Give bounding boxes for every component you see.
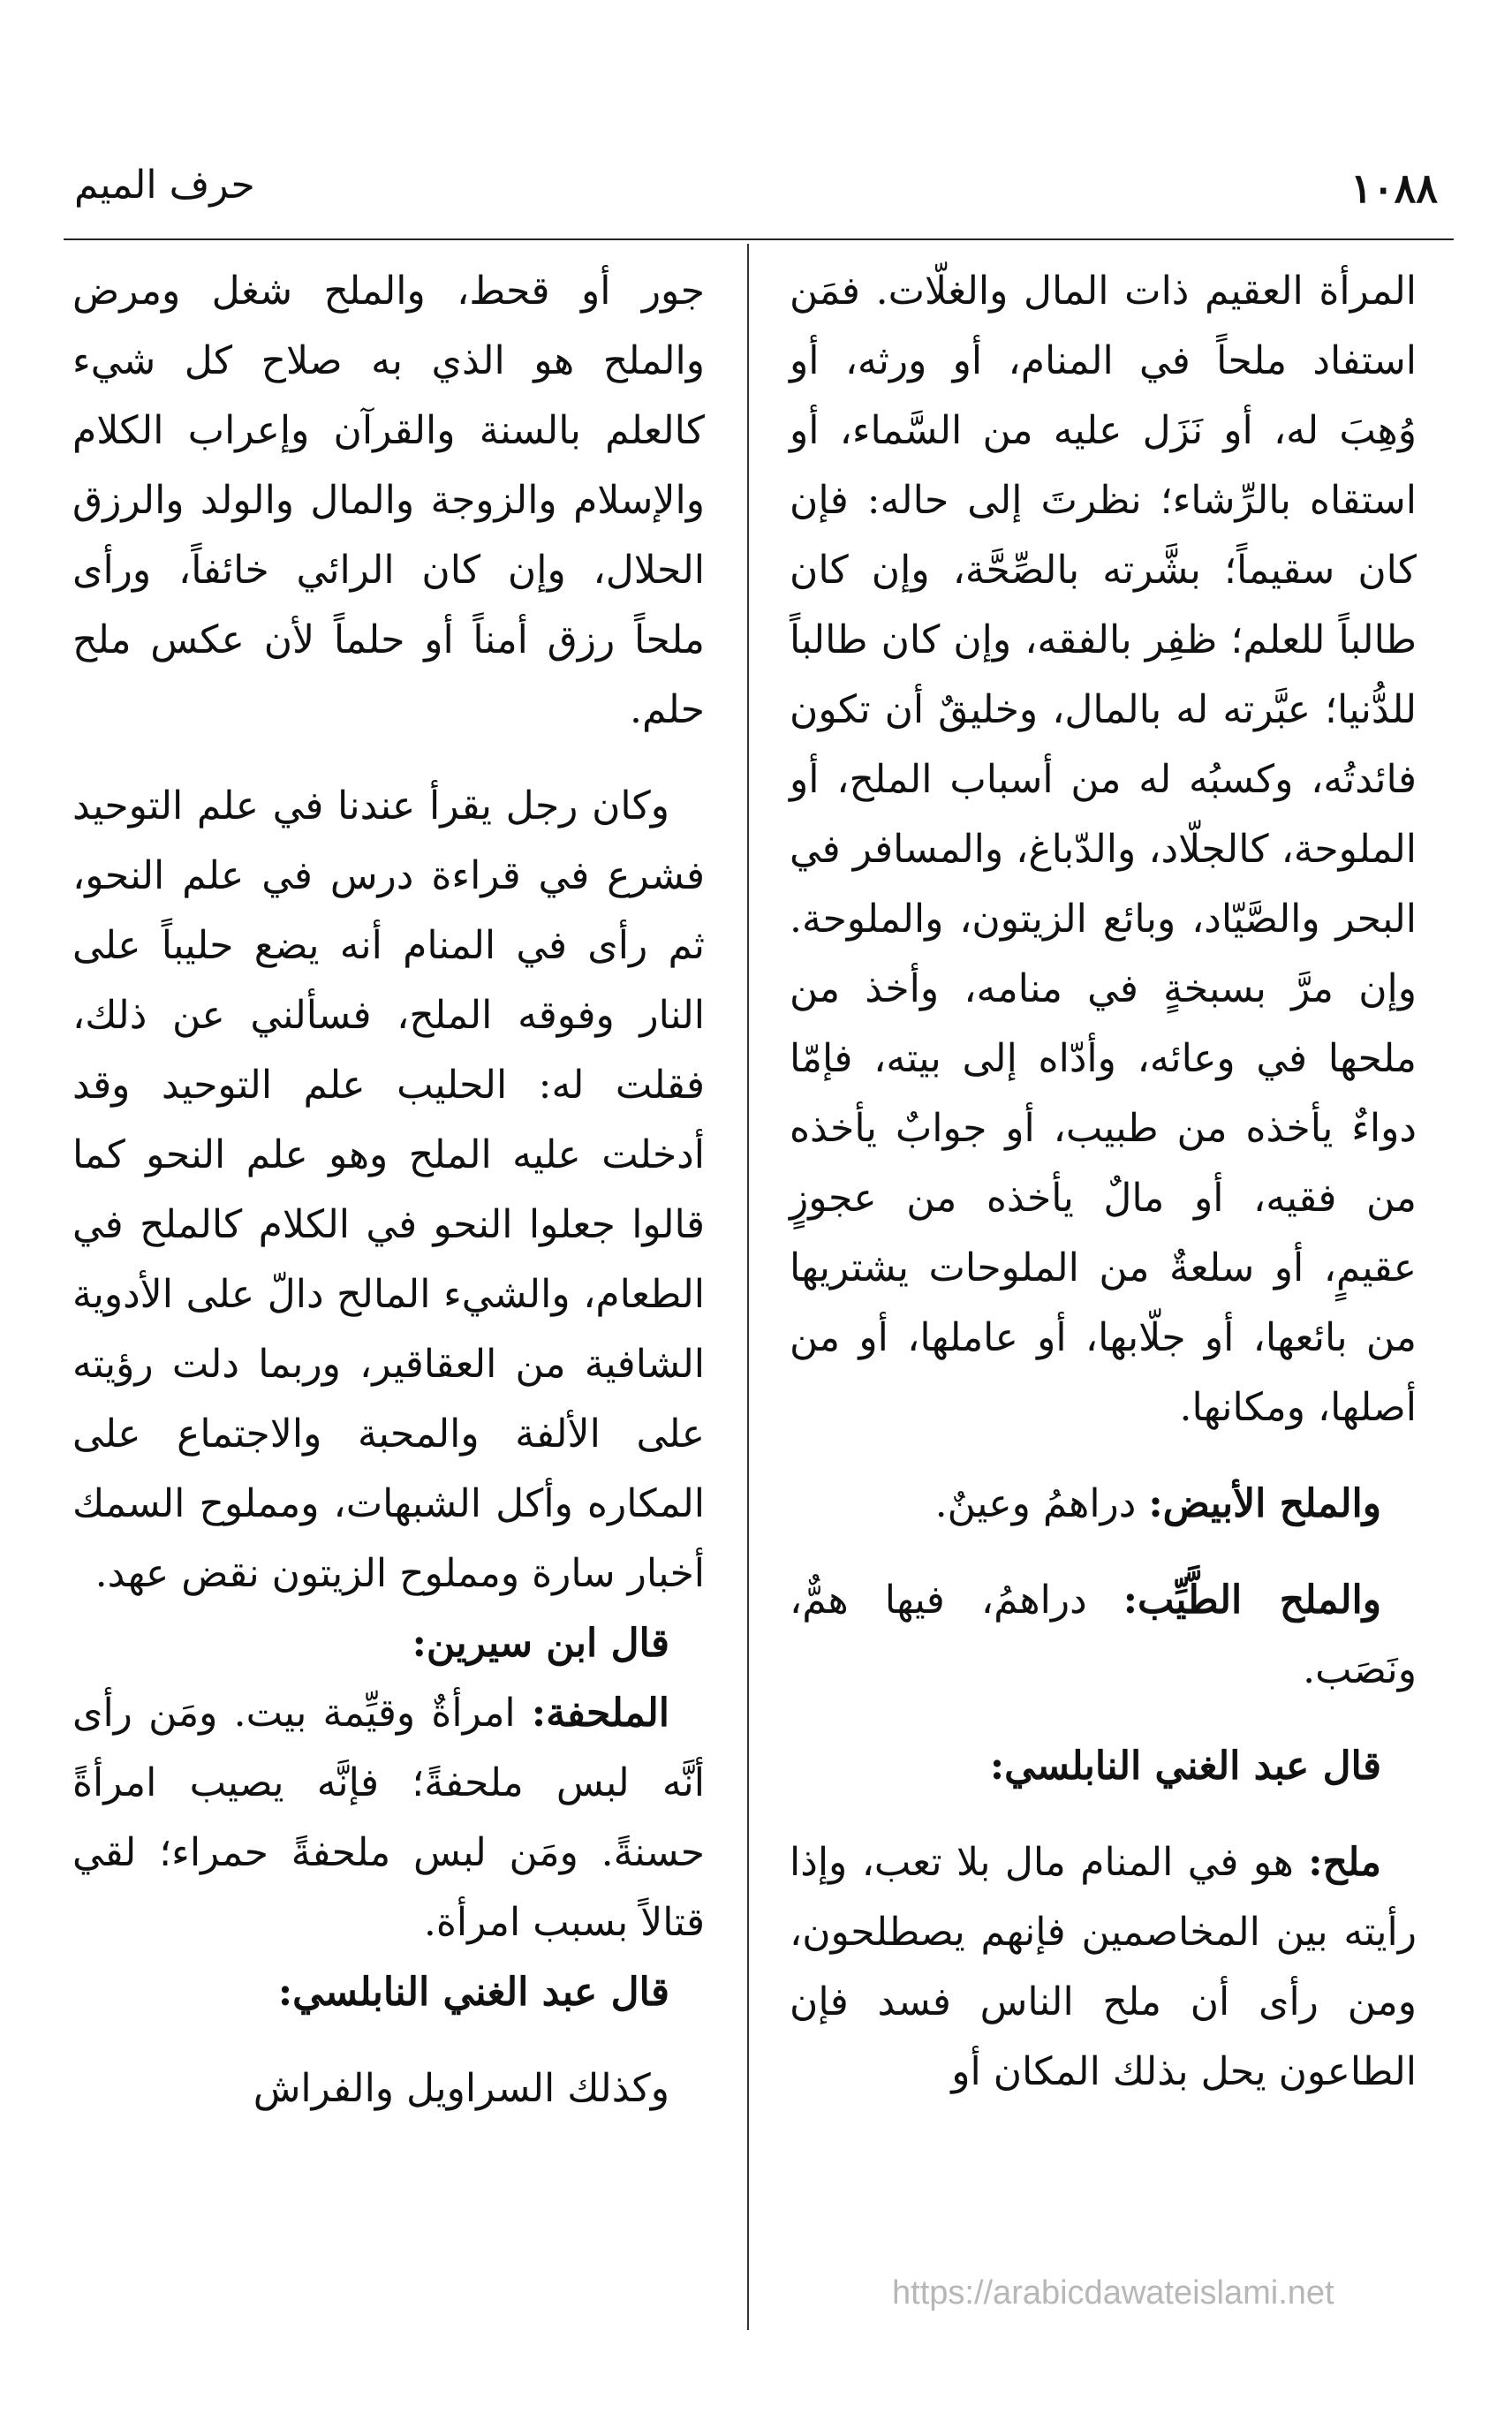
left-column <box>72 256 705 2123</box>
term-white-salt: والملح الأبيض: <box>1148 1481 1381 1526</box>
text-white-salt: دراهمُ وعينٌ. <box>934 1481 1137 1526</box>
term-salt: ملح: <box>1308 1840 1381 1885</box>
heading-ibn-sirin: قال ابن سيرين: <box>412 1621 669 1666</box>
entry-blanket <box>72 1678 705 1957</box>
entry-good-salt <box>790 1565 1417 1705</box>
heading-nabulsi-right: قال عبد الغني النابلسي: <box>989 1744 1381 1789</box>
paragraph-salt-continuation: جور أو قحط، والملح شغل ومرض والملح هو الذي به صلاح كل شيء كالعلم بالسنة والقرآن وإعراب الكلام والإسلام والزوجة والمال والولد والرزق الحلال، وإن كان الرائي خائفاً، ورأى ملحاً رزق أمناً أو حلماً لأن عكس ملح حلم. <box>72 269 705 732</box>
text-good-salt: دراهمُ، فيها همٌّ، ونَصَب. <box>790 1578 1417 1692</box>
text-blanket: امرأةٌ وقيِّمة بيت. ومَن رأى أنَّه لبس ملحفةً؛ فإنَّه يصيب امرأةً حسنةً. ومَن لبس ملحفةً حمراء؛ لقي قتالاً بسبب امرأة. <box>72 1691 705 1945</box>
entry-salt <box>790 1827 1417 2107</box>
paragraph-dream-story: وكان رجل يقرأ عندنا في علم التوحيد فشرع في قراءة درس في علم النحو، ثم رأى في المنام أنه يضع حليباً على النار وفوقه الملح، فسألني عن ذلك، فقلت له: الحليب علم التوحيد وقد أدخلت عليه الملح وهو علم النحو كما قالوا جعلوا النحو في الكلام كالملح في الطعام، والشيء المالح دالّ على الأدوية الشافية من العقاقير، وربما دلت رؤيته على الألفة والمحبة والاجتماع على المكاره وأكل الشبهات، ومملوح السمك أخبار سارة ومملوح الزيتون نقض عهد. <box>72 783 705 1596</box>
term-good-salt: والملح الطَّيِّب: <box>1123 1578 1381 1623</box>
watermark-url: https://arabicdawateislami.net <box>892 2274 1334 2312</box>
paragraph-last-line: وكذلك السراويل والفراش <box>253 2066 669 2111</box>
entry-white-salt <box>790 1469 1417 1539</box>
paragraph-salt-meaning: المرأة العقيم ذات المال والغلّات. فمَن استفاد ملحاً في المنام، أو ورثه، أو وُهِبَ له، أو نَزَل عليه من السَّماء، أو استقاه بالرِّشاء؛ نظرتَ إلى حاله: فإن كان سقيماً؛ بشَّرته بالصِّحَّة، وإن كان طالباً للعلم؛ ظفِر بالفقه، وإن كان طالباً للدُّنيا؛ عبَّرته له بالمال، وخليقٌ أن تكون فائدتُه، وكسبُه له من أسباب الملح، أو الملوحة، كالجلّاد، والدّباغ، والمسافر في البحر والصَّيّاد، وبائع الزيتون، والملوحة. وإن مرَّ بسبخةٍ في منامه، وأخذ من ملحها في وعائه، وأدّاه إلى بيته، فإمّا دواءٌ يأخذه من طبيب، أو جوابٌ يأخذه من فقيه، أو مالٌ يأخذه من عجوزٍ عقيمٍ، أو سلعةٌ من الملوحات يشتريها من بائعها، أو جلّابها، أو عاملها، أو من أصلها، ومكانها. <box>790 269 1417 1430</box>
section-title: حرف الميم <box>74 163 255 208</box>
page-number: ١٠٨٨ <box>1350 164 1438 212</box>
column-divider <box>747 244 749 2330</box>
header-rule <box>64 238 1454 240</box>
right-column <box>790 256 1417 2107</box>
heading-nabulsi-left: قال عبد الغني النابلسي: <box>277 1970 669 2015</box>
page-header <box>62 157 1450 228</box>
term-blanket: الملحفة: <box>531 1691 669 1736</box>
text-salt: هو في المنام مال بلا تعب، وإذا رأيته بين المخاصمين فإنهم يصطلحون، ومن رأى أن ملح الناس فسد فإن الطاعون يحل بذلك المكان أو <box>790 1840 1417 2094</box>
